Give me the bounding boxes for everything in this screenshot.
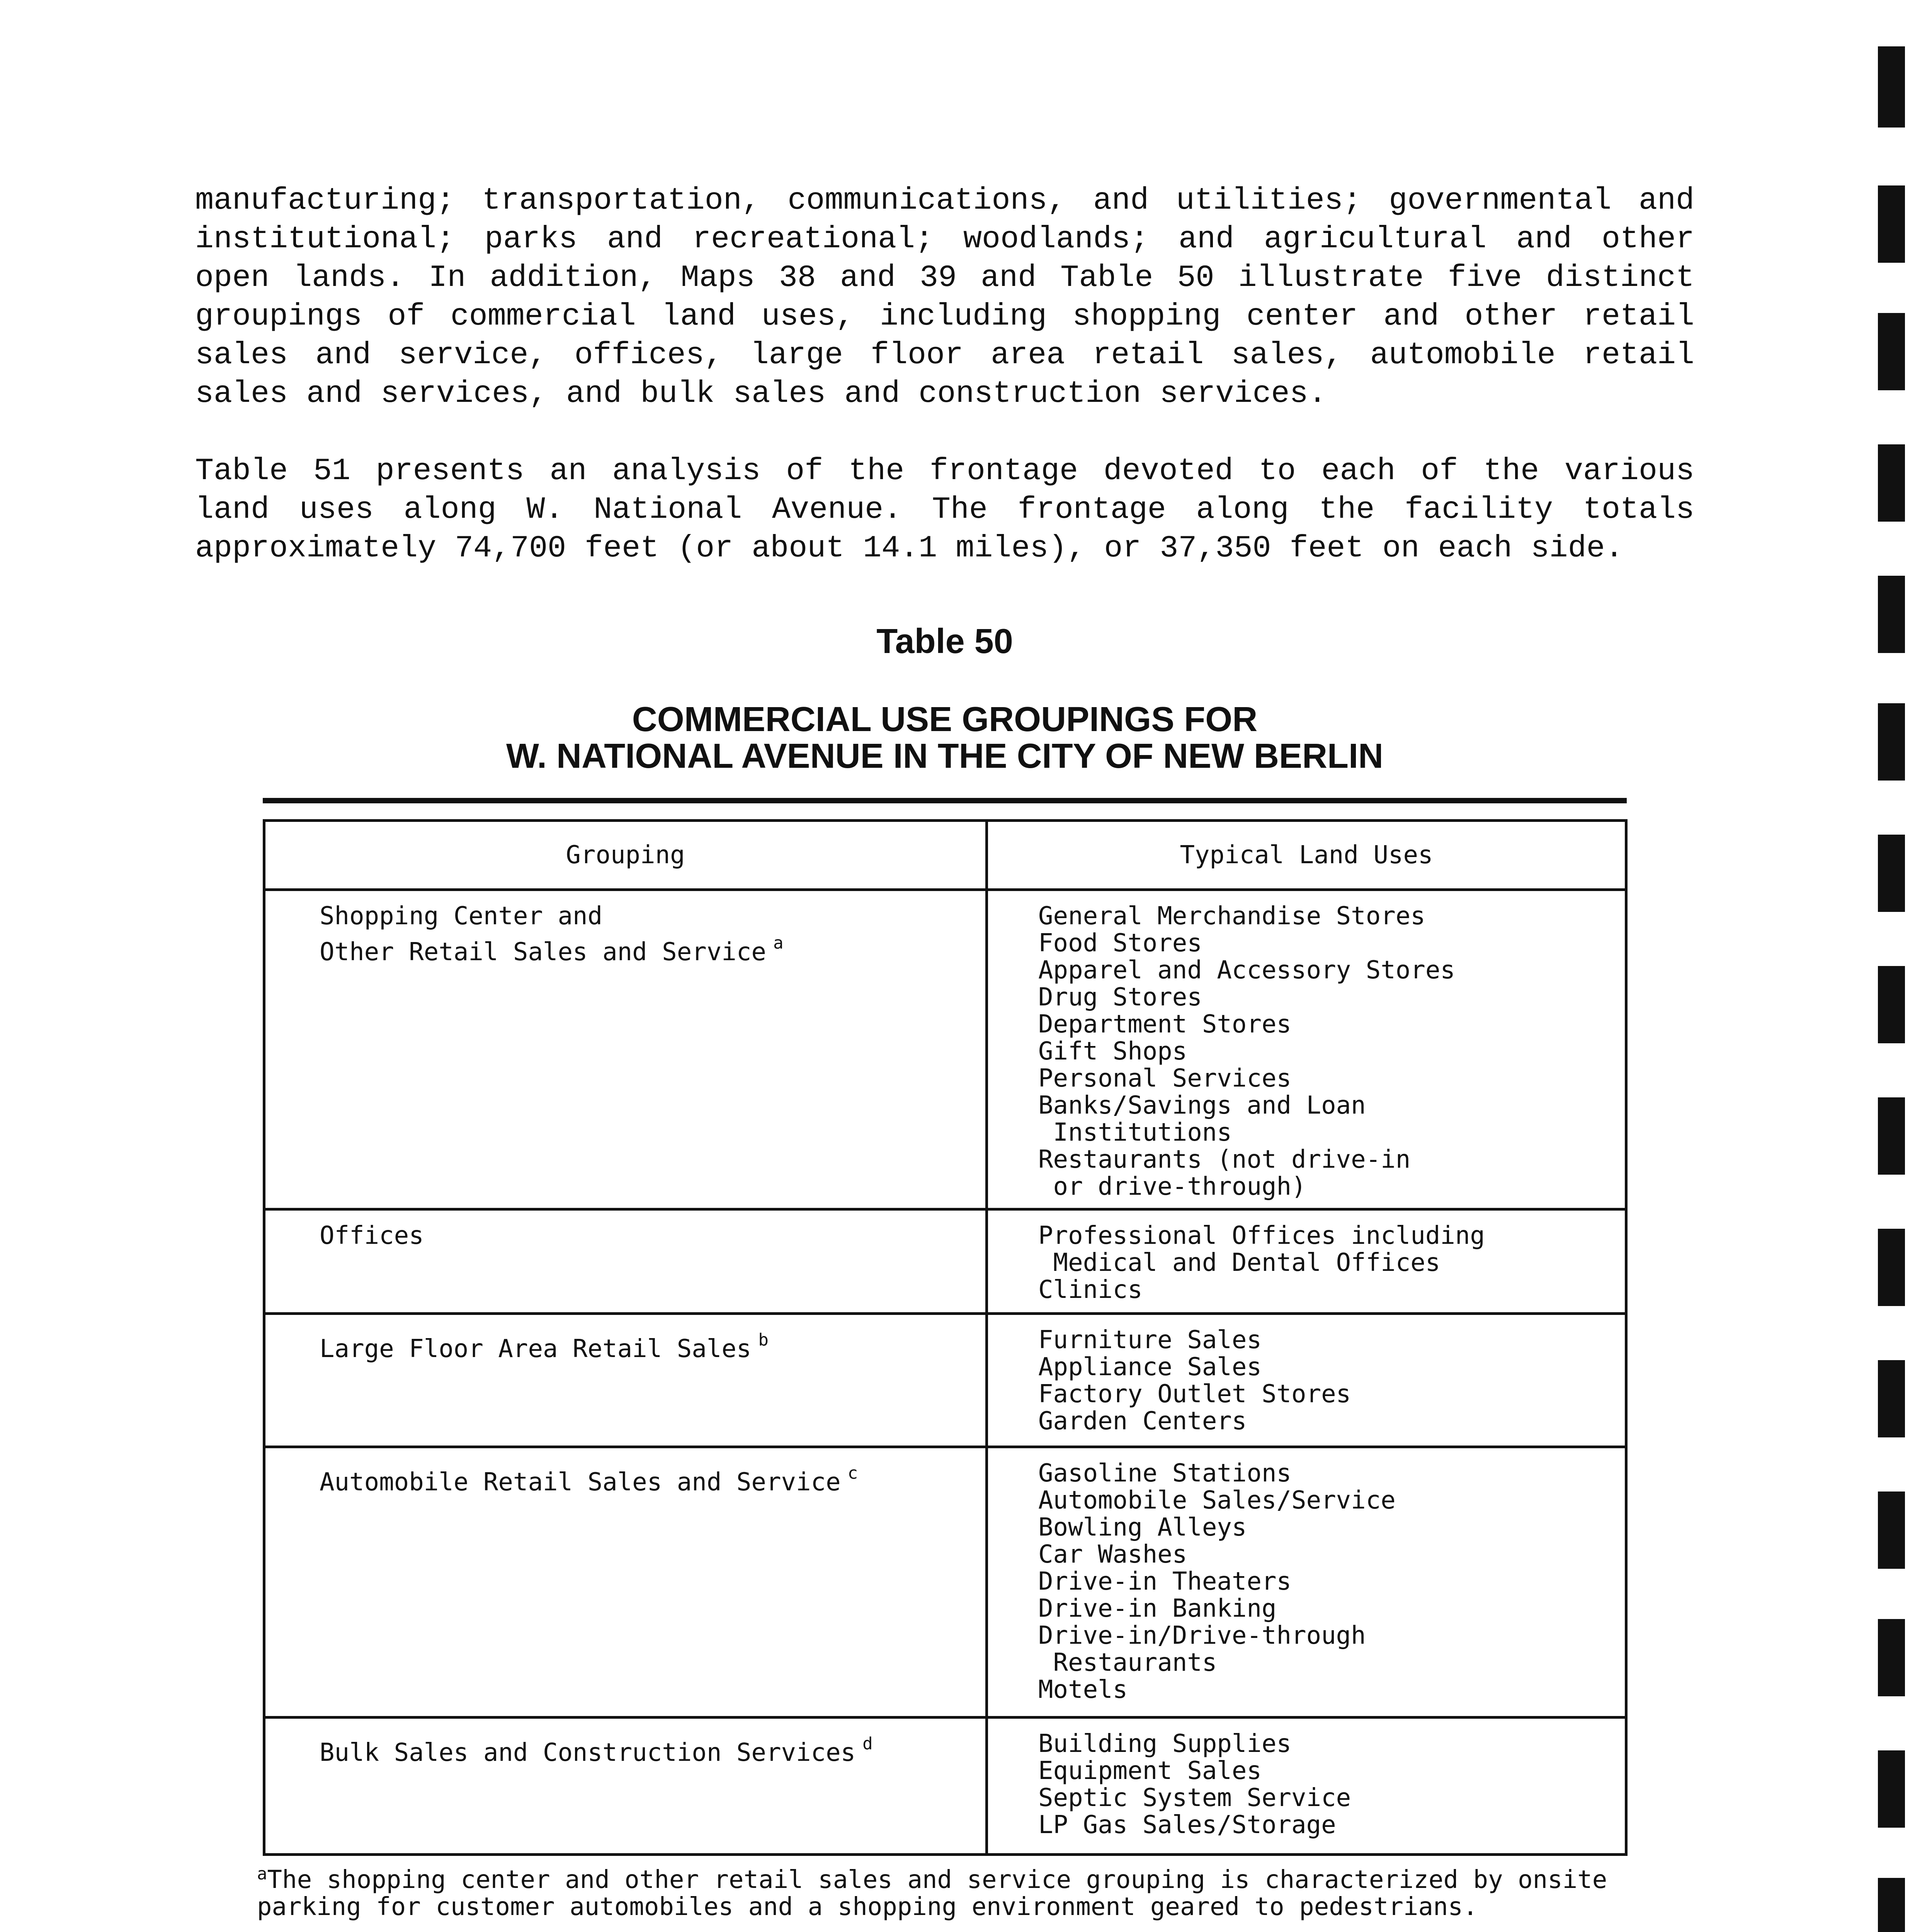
grouping-cell [264, 1314, 987, 1447]
footnote-reference: a [773, 933, 784, 953]
footnote-mark: a [257, 1864, 267, 1884]
commercial-use-groupings-table [263, 819, 1628, 1856]
column-header-grouping: Grouping [264, 821, 987, 890]
binding-mark [1878, 966, 1905, 1043]
land-use-item: LP Gas Sales/Storage [1038, 1811, 1336, 1839]
binding-mark [1878, 46, 1905, 128]
table-row [264, 1447, 1626, 1718]
binding-mark [1878, 1097, 1905, 1175]
land-use-item: Automobile Sales/Service [1038, 1486, 1396, 1515]
land-use-item: Furniture Sales [1038, 1326, 1262, 1354]
land-use-item: Garden Centers [1038, 1407, 1247, 1435]
binding-mark [1878, 313, 1905, 390]
binding-mark [1878, 1619, 1905, 1696]
binding-mark [1878, 185, 1905, 263]
column-header-typical-land-uses: Typical Land Uses [987, 821, 1626, 890]
land-use-item: Food Stores [1038, 929, 1202, 957]
table-title-line-1: COMMERCIAL USE GROUPINGS FOR [632, 700, 1258, 739]
land-use-item: Building Supplies [1038, 1730, 1292, 1758]
grouping-cell [264, 890, 987, 1209]
land-use-item: Motels [1038, 1675, 1128, 1704]
grouping-name: Large Floor Area Retail Sales [320, 1335, 752, 1363]
binding-mark [1878, 444, 1905, 522]
table-title-line-2: W. NATIONAL AVENUE IN THE CITY OF NEW BERLIN [506, 737, 1384, 776]
land-use-item: Medical and Dental Offices [1038, 1248, 1440, 1277]
land-use-item: Appliance Sales [1038, 1353, 1262, 1381]
land-use-item: Drug Stores [1038, 983, 1202, 1012]
margin-binding-marks [1878, 0, 1909, 1932]
land-use-item: Drive-in Theaters [1038, 1567, 1292, 1596]
land-use-item: Restaurants (not drive-in [1038, 1145, 1411, 1174]
binding-mark [1878, 1878, 1905, 1932]
land-use-item: Factory Outlet Stores [1038, 1380, 1351, 1408]
binding-mark [1878, 576, 1905, 653]
body-paragraph-1: manufacturing; transportation, communications, and utilities; governmental and institutional; parks and recreational; woodlands; and agricultural and other open lands. In addition, Maps 38 and 39 and Table 50 illustrate five distinct groupings of commercial land uses, including shopping center and other retail sales and service, offices, large floor area retail sales, automobile retail sales and services, and bulk sales and construction services. [195, 183, 1694, 412]
table-row [264, 890, 1626, 1209]
binding-mark [1878, 1229, 1905, 1306]
grouping-name-continued: Other Retail Sales and Service [320, 938, 766, 966]
grouping-name: Offices [320, 1221, 424, 1250]
typical-land-uses-cell [987, 1314, 1626, 1447]
binding-mark [1878, 1750, 1905, 1828]
land-use-item: Apparel and Accessory Stores [1038, 956, 1455, 985]
typical-land-uses-cell [987, 890, 1626, 1209]
grouping-cell [264, 1209, 987, 1314]
land-use-item: Personal Services [1038, 1064, 1292, 1093]
land-use-item: or drive-through) [1038, 1172, 1306, 1201]
typical-land-uses-cell [987, 1447, 1626, 1718]
typical-land-uses-cell [987, 1209, 1626, 1314]
land-use-item: Restaurants [1038, 1648, 1217, 1677]
table-row [264, 1314, 1626, 1447]
footnote-reference: d [862, 1734, 873, 1753]
land-use-item: Drive-in/Drive-through [1038, 1621, 1366, 1650]
land-use-item: Septic System Service [1038, 1784, 1351, 1812]
land-use-item: Bowling Alleys [1038, 1513, 1247, 1542]
binding-mark [1878, 703, 1905, 781]
binding-mark [1878, 1360, 1905, 1437]
land-use-item: Drive-in Banking [1038, 1594, 1277, 1623]
footnote-text: The shopping center and other retail sales and service grouping is characterized by onsite parking for customer automobiles and a shopping environment geared to pedestrians. [257, 1866, 1607, 1921]
footnote-reference: b [758, 1330, 769, 1350]
grouping-name: Bulk Sales and Construction Services [320, 1738, 856, 1767]
footnote-reference: c [847, 1463, 858, 1483]
land-use-item: Institutions [1038, 1118, 1232, 1147]
land-use-item: Banks/Savings and Loan [1038, 1091, 1366, 1120]
land-use-item: Car Washes [1038, 1540, 1187, 1569]
binding-mark [1878, 1492, 1905, 1569]
grouping-cell [264, 1718, 987, 1855]
land-use-item: Gasoline Stations [1038, 1459, 1292, 1488]
table-header-row [264, 821, 1626, 890]
table-footnotes [257, 1861, 1633, 1932]
land-use-item: Professional Offices including [1038, 1221, 1485, 1250]
table-number: Table 50 [876, 622, 1013, 661]
footnote-a [257, 1861, 1633, 1920]
grouping-name: Automobile Retail Sales and Service [320, 1468, 841, 1497]
typical-land-uses-cell [987, 1718, 1626, 1855]
land-use-item: Department Stores [1038, 1010, 1292, 1039]
grouping-cell [264, 1447, 987, 1718]
grouping-name: Shopping Center and [320, 902, 603, 930]
land-use-item: General Merchandise Stores [1038, 902, 1425, 930]
body-paragraph-2: Table 51 presents an analysis of the frontage devoted to each of the various land uses along W. National Avenue. The frontage along the facility totals approximately 74,700 feet (or about 14.1 miles), or 37,350 feet on each side. [195, 454, 1694, 566]
binding-mark [1878, 835, 1905, 912]
table-row [264, 1718, 1626, 1855]
table-row [264, 1209, 1626, 1314]
table-top-rule [263, 798, 1627, 803]
land-use-item: Clinics [1038, 1276, 1143, 1304]
land-use-item: Gift Shops [1038, 1037, 1187, 1066]
land-use-item: Equipment Sales [1038, 1757, 1262, 1785]
